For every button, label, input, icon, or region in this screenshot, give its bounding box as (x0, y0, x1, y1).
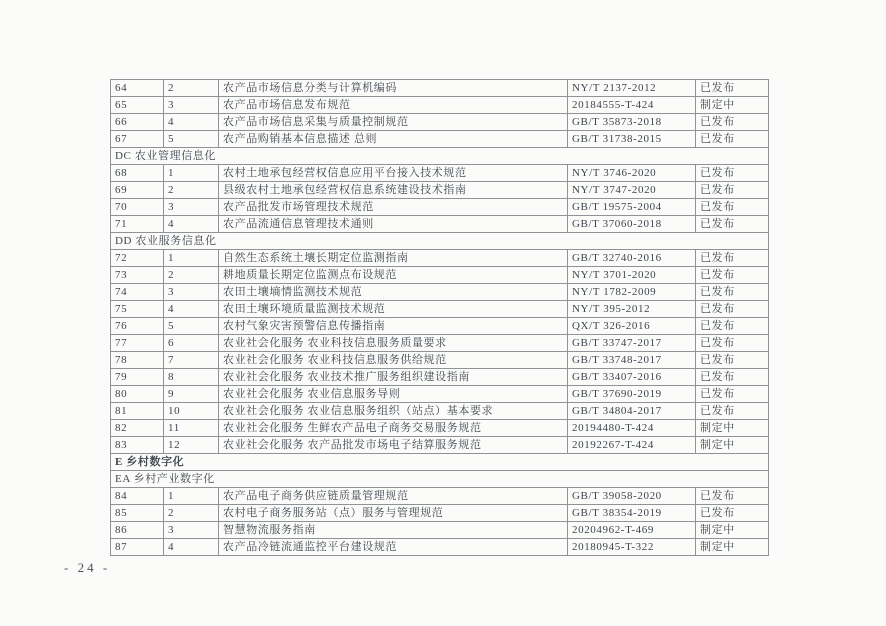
cell-sub-sequence-number: 8 (164, 369, 219, 386)
cell-sequence-number: 75 (111, 301, 164, 318)
cell-status: 已发布 (696, 386, 769, 403)
cell-status: 已发布 (696, 403, 769, 420)
cell-standard-title: 农产品市场信息采集与质量控制规范 (219, 114, 568, 131)
table-row (111, 522, 769, 539)
cell-sequence-number: 86 (111, 522, 164, 539)
table-row (111, 386, 769, 403)
cell-sequence-number: 69 (111, 182, 164, 199)
cell-status: 已发布 (696, 182, 769, 199)
cell-sequence-number: 73 (111, 267, 164, 284)
cell-sequence-number: 83 (111, 437, 164, 454)
cell-standard-code: 20204962-T-469 (568, 522, 696, 539)
cell-standard-code: 20184555-T-424 (568, 97, 696, 114)
table-row (111, 318, 769, 335)
cell-standard-code: GB/T 33407-2016 (568, 369, 696, 386)
cell-standard-title: 农业社会化服务 农业信息服务组织（站点）基本要求 (219, 403, 568, 420)
cell-status: 已发布 (696, 505, 769, 522)
section-label: E 乡村数字化 (111, 454, 769, 471)
cell-standard-code: GB/T 38354-2019 (568, 505, 696, 522)
cell-status: 已发布 (696, 267, 769, 284)
cell-sequence-number: 64 (111, 80, 164, 97)
cell-standard-title: 农产品购销基本信息描述 总则 (219, 131, 568, 148)
cell-status: 已发布 (696, 318, 769, 335)
cell-standard-title: 农产品市场信息分类与计算机编码 (219, 80, 568, 97)
cell-standard-title: 农产品电子商务供应链质量管理规范 (219, 488, 568, 505)
table-row (111, 114, 769, 131)
cell-sub-sequence-number: 9 (164, 386, 219, 403)
cell-status: 已发布 (696, 352, 769, 369)
cell-status: 已发布 (696, 216, 769, 233)
section-row (111, 454, 769, 471)
cell-status: 已发布 (696, 199, 769, 216)
cell-standard-code: QX/T 326-2016 (568, 318, 696, 335)
cell-sequence-number: 66 (111, 114, 164, 131)
table-row (111, 352, 769, 369)
section-row (111, 233, 769, 250)
cell-status: 制定中 (696, 522, 769, 539)
cell-sub-sequence-number: 2 (164, 267, 219, 284)
table-row (111, 284, 769, 301)
section-label: DD 农业服务信息化 (111, 233, 769, 250)
cell-status: 已发布 (696, 80, 769, 97)
cell-standard-code: 20180945-T-322 (568, 539, 696, 556)
cell-sub-sequence-number: 2 (164, 182, 219, 199)
cell-sub-sequence-number: 1 (164, 165, 219, 182)
table-row (111, 301, 769, 318)
cell-standard-title: 农业社会化服务 农业技术推广服务组织建设指南 (219, 369, 568, 386)
cell-standard-title: 农业社会化服务 农业科技信息服务质量要求 (219, 335, 568, 352)
section-row (111, 148, 769, 165)
table-row (111, 182, 769, 199)
standards-table (110, 79, 769, 556)
cell-sub-sequence-number: 7 (164, 352, 219, 369)
cell-sub-sequence-number: 4 (164, 114, 219, 131)
cell-status: 已发布 (696, 131, 769, 148)
cell-standard-title: 农村电子商务服务站（点）服务与管理规范 (219, 505, 568, 522)
cell-standard-code: GB/T 37690-2019 (568, 386, 696, 403)
cell-sub-sequence-number: 12 (164, 437, 219, 454)
table-row (111, 165, 769, 182)
cell-sequence-number: 85 (111, 505, 164, 522)
cell-standard-title: 农产品流通信息管理技术通则 (219, 216, 568, 233)
cell-standard-title: 农村土地承包经营权信息应用平台接入技术规范 (219, 165, 568, 182)
table-row (111, 199, 769, 216)
cell-standard-title: 农业社会化服务 农业科技信息服务供给规范 (219, 352, 568, 369)
cell-sub-sequence-number: 11 (164, 420, 219, 437)
table-row (111, 539, 769, 556)
cell-standard-title: 农田土壤环境质量监测技术规范 (219, 301, 568, 318)
table-row (111, 488, 769, 505)
cell-status: 已发布 (696, 114, 769, 131)
cell-standard-title: 农产品冷链流通监控平台建设规范 (219, 539, 568, 556)
section-row (111, 471, 769, 488)
cell-sub-sequence-number: 3 (164, 284, 219, 301)
cell-sequence-number: 77 (111, 335, 164, 352)
cell-standard-title: 农产品批发市场管理技术规范 (219, 199, 568, 216)
cell-standard-code: GB/T 32740-2016 (568, 250, 696, 267)
cell-status: 已发布 (696, 284, 769, 301)
cell-sequence-number: 65 (111, 97, 164, 114)
cell-status: 制定中 (696, 97, 769, 114)
cell-sub-sequence-number: 3 (164, 97, 219, 114)
cell-standard-code: GB/T 34804-2017 (568, 403, 696, 420)
cell-sub-sequence-number: 4 (164, 301, 219, 318)
cell-standard-title: 自然生态系统土壤长期定位监测指南 (219, 250, 568, 267)
cell-sub-sequence-number: 4 (164, 539, 219, 556)
table-row (111, 267, 769, 284)
cell-sub-sequence-number: 1 (164, 250, 219, 267)
cell-status: 已发布 (696, 250, 769, 267)
table-row (111, 250, 769, 267)
cell-standard-code: NY/T 395-2012 (568, 301, 696, 318)
cell-standard-code: GB/T 35873-2018 (568, 114, 696, 131)
cell-standard-title: 农业社会化服务 农业信息服务导则 (219, 386, 568, 403)
cell-standard-code: GB/T 33748-2017 (568, 352, 696, 369)
cell-standard-title: 农业社会化服务 农产品批发市场电子结算服务规范 (219, 437, 568, 454)
cell-standard-code: NY/T 3746-2020 (568, 165, 696, 182)
cell-sub-sequence-number: 3 (164, 199, 219, 216)
cell-standard-code: GB/T 39058-2020 (568, 488, 696, 505)
standards-table-body (111, 80, 769, 556)
section-label: DC 农业管理信息化 (111, 148, 769, 165)
table-row (111, 505, 769, 522)
cell-standard-title: 县级农村土地承包经营权信息系统建设技术指南 (219, 182, 568, 199)
cell-standard-code: NY/T 3701-2020 (568, 267, 696, 284)
table-row (111, 403, 769, 420)
cell-status: 已发布 (696, 165, 769, 182)
cell-standard-code: NY/T 3747-2020 (568, 182, 696, 199)
table-row (111, 131, 769, 148)
cell-sub-sequence-number: 5 (164, 131, 219, 148)
cell-standard-title: 智慧物流服务指南 (219, 522, 568, 539)
cell-sub-sequence-number: 1 (164, 488, 219, 505)
cell-sequence-number: 79 (111, 369, 164, 386)
cell-sequence-number: 81 (111, 403, 164, 420)
cell-standard-code: GB/T 33747-2017 (568, 335, 696, 352)
table-row (111, 97, 769, 114)
cell-sub-sequence-number: 2 (164, 80, 219, 97)
table-row (111, 335, 769, 352)
cell-standard-code: NY/T 2137-2012 (568, 80, 696, 97)
cell-standard-code: 20194480-T-424 (568, 420, 696, 437)
cell-standard-code: GB/T 31738-2015 (568, 131, 696, 148)
cell-sequence-number: 67 (111, 131, 164, 148)
cell-sequence-number: 70 (111, 199, 164, 216)
section-label: EA 乡村产业数字化 (111, 471, 769, 488)
cell-sequence-number: 72 (111, 250, 164, 267)
table-row (111, 80, 769, 97)
cell-standard-code: GB/T 37060-2018 (568, 216, 696, 233)
cell-sequence-number: 78 (111, 352, 164, 369)
cell-sub-sequence-number: 4 (164, 216, 219, 233)
cell-sequence-number: 71 (111, 216, 164, 233)
cell-sub-sequence-number: 5 (164, 318, 219, 335)
cell-standard-title: 农村气象灾害预警信息传播指南 (219, 318, 568, 335)
cell-sequence-number: 84 (111, 488, 164, 505)
cell-sub-sequence-number: 3 (164, 522, 219, 539)
cell-standard-code: 20192267-T-424 (568, 437, 696, 454)
cell-status: 已发布 (696, 301, 769, 318)
cell-sub-sequence-number: 10 (164, 403, 219, 420)
table-row (111, 437, 769, 454)
cell-status: 制定中 (696, 420, 769, 437)
cell-standard-code: NY/T 1782-2009 (568, 284, 696, 301)
cell-status: 已发布 (696, 335, 769, 352)
cell-sequence-number: 68 (111, 165, 164, 182)
cell-sequence-number: 82 (111, 420, 164, 437)
table-row (111, 420, 769, 437)
table-row (111, 216, 769, 233)
table-row (111, 369, 769, 386)
cell-status: 制定中 (696, 437, 769, 454)
cell-standard-title: 农业社会化服务 生鲜农产品电子商务交易服务规范 (219, 420, 568, 437)
page-number: - 24 - (64, 560, 111, 575)
cell-status: 已发布 (696, 369, 769, 386)
cell-status: 已发布 (696, 488, 769, 505)
cell-standard-title: 耕地质量长期定位监测点布设规范 (219, 267, 568, 284)
cell-sequence-number: 87 (111, 539, 164, 556)
cell-standard-code: GB/T 19575-2004 (568, 199, 696, 216)
cell-sub-sequence-number: 6 (164, 335, 219, 352)
cell-standard-title: 农产品市场信息发布规范 (219, 97, 568, 114)
cell-status: 制定中 (696, 539, 769, 556)
cell-standard-title: 农田土壤墒情监测技术规范 (219, 284, 568, 301)
cell-sequence-number: 80 (111, 386, 164, 403)
cell-sequence-number: 74 (111, 284, 164, 301)
cell-sub-sequence-number: 2 (164, 505, 219, 522)
cell-sequence-number: 76 (111, 318, 164, 335)
